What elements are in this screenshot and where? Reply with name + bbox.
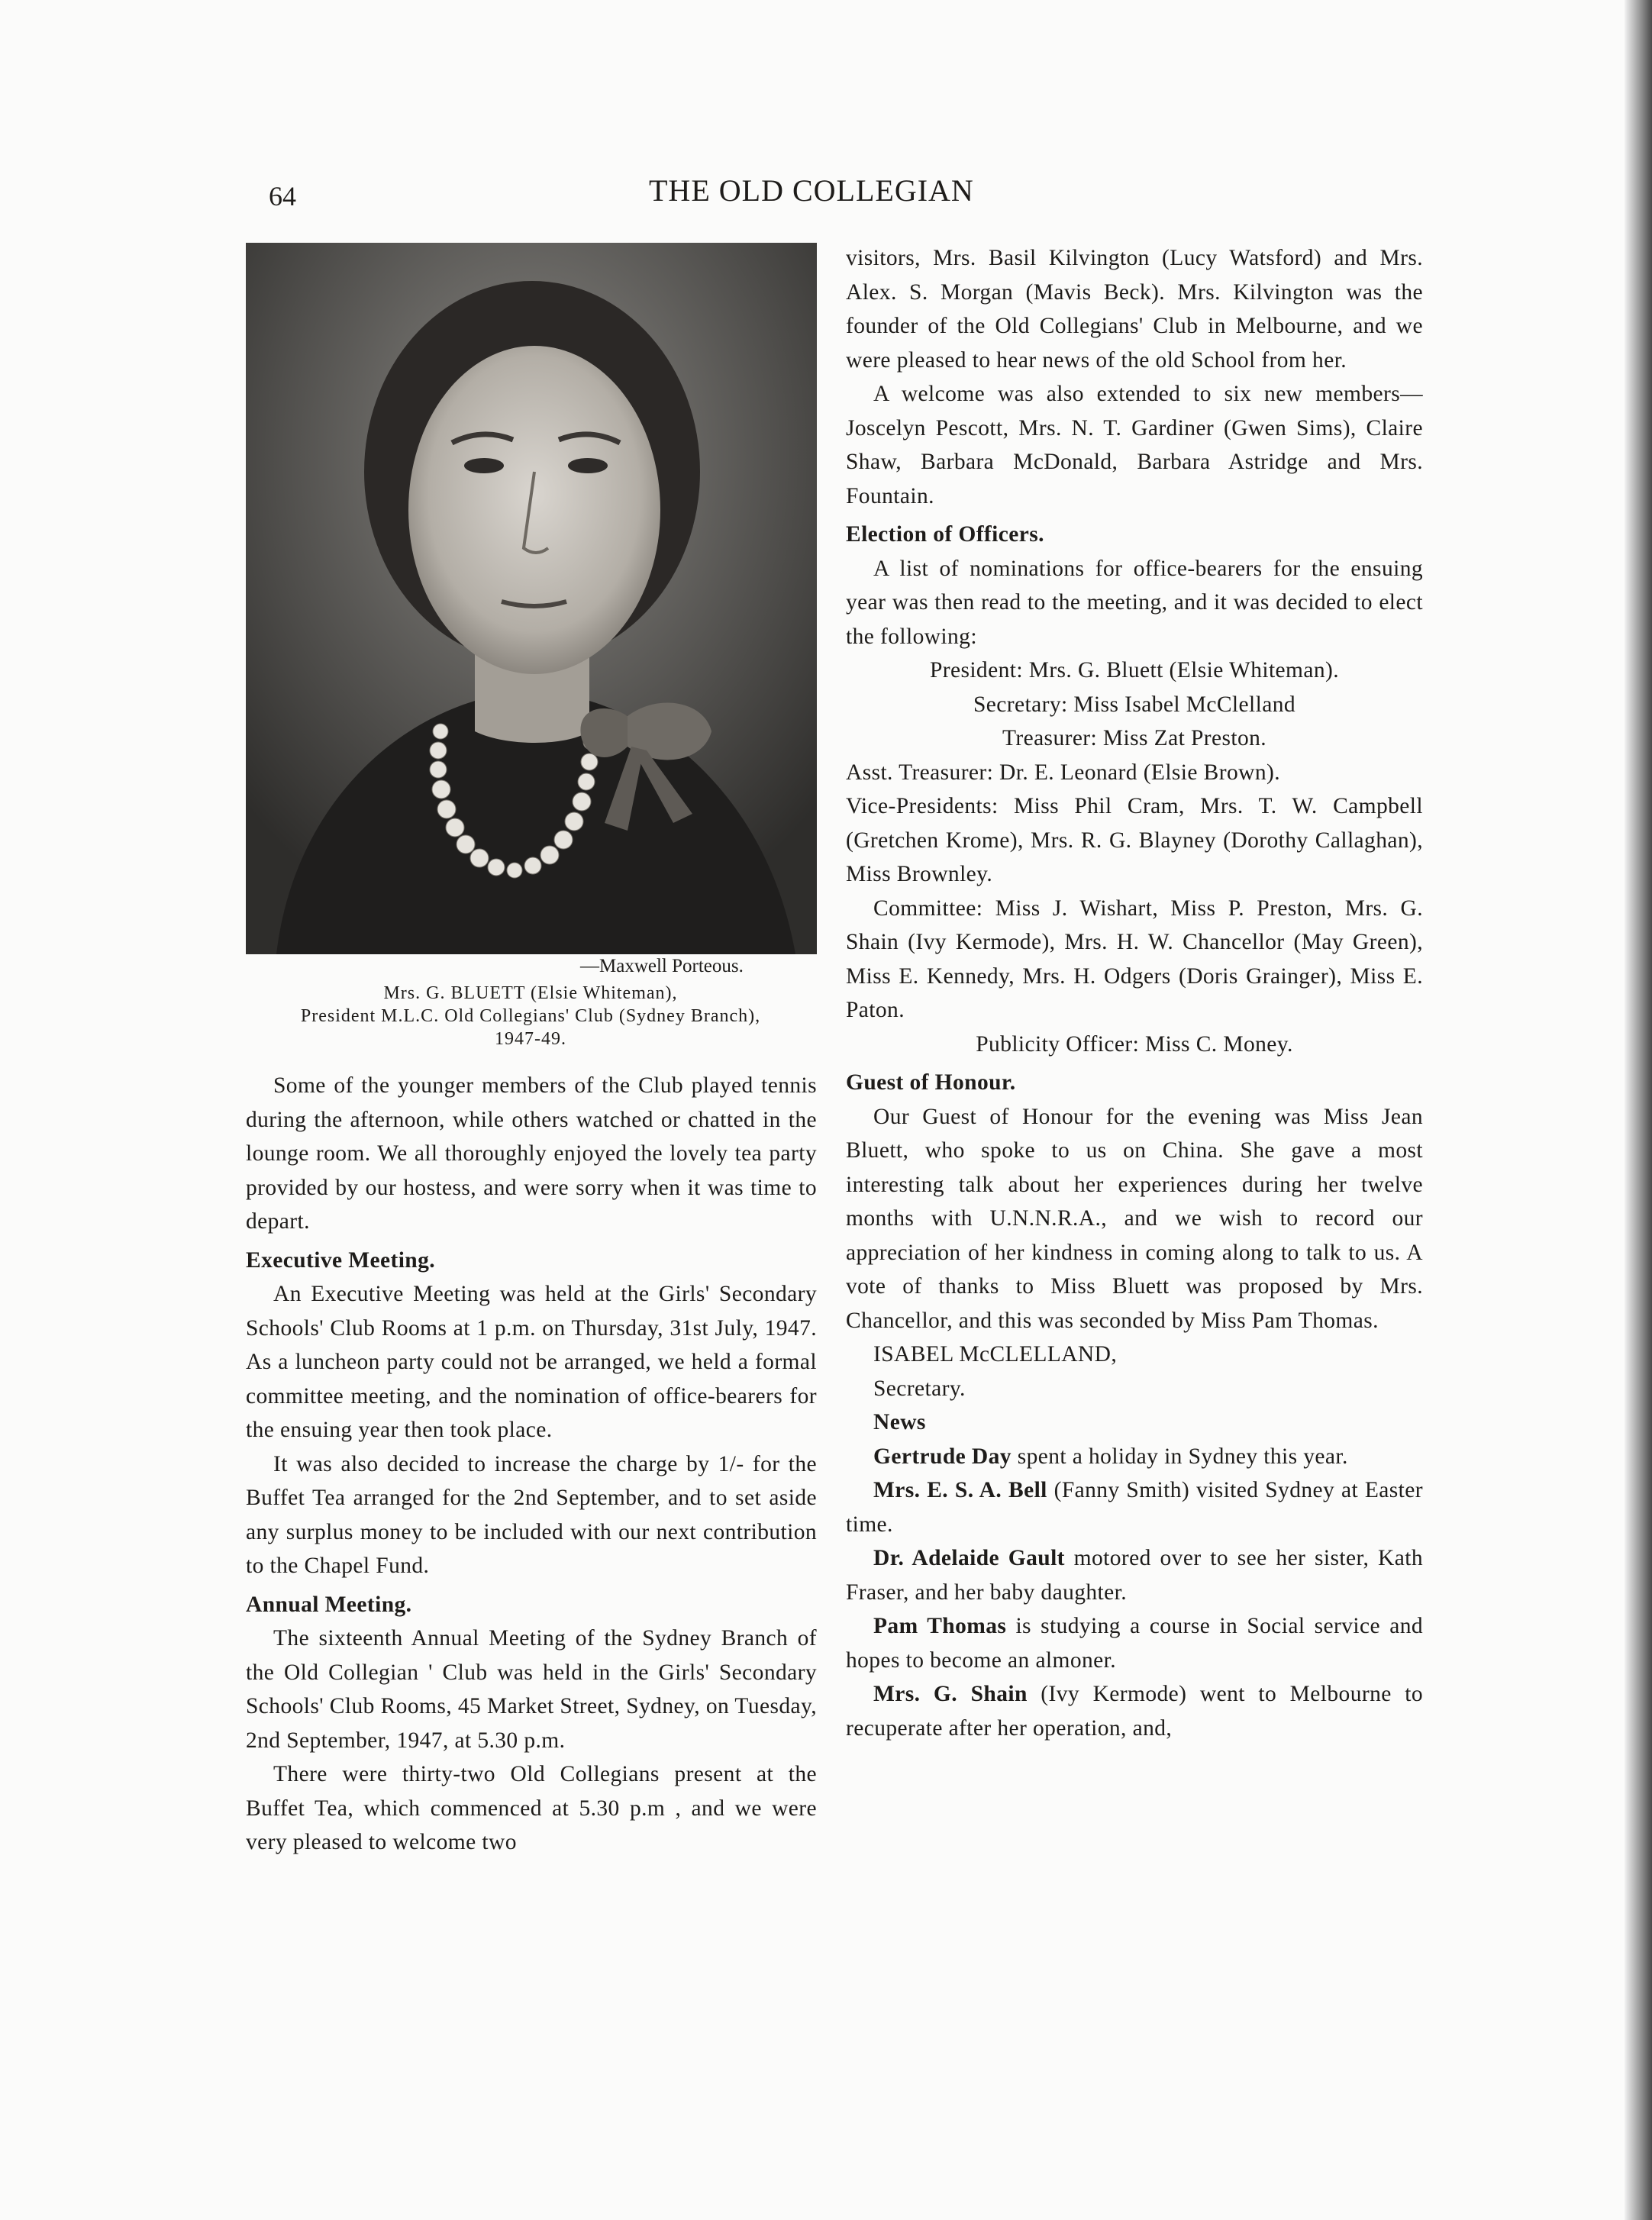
officer-asst-treasurer: Asst. Treasurer: Dr. E. Leonard (Elsie Brown). xyxy=(846,760,1280,785)
officer-vice-presidents: Vice-Presidents: Miss Phil Cram, Mrs. T. W. Campbell (Gretchen Krome), Mrs. R. G. Blayney (Dorothy Callaghan), Miss Brownley. xyxy=(846,794,1423,886)
paragraph: An Executive Meeting was held at the Girls' Secondary Schools' Club Rooms at 1 p.m. on Thursday, 31st July, 1947. As a luncheon party could not be arranged, we held a formal committee meeting, and the nomination of office-bearers for the ensuing year then took place. xyxy=(246,1282,817,1442)
paragraph: The sixteenth Annual Meeting of the Sydney Branch of the Old Collegian ' Club was held in the Girls' Secondary Schools' Club Rooms, 45 Market Street, Sydney, on Tuesday, 2nd September, 1947, at 5.30 p.m. xyxy=(246,1626,817,1753)
officer-treasurer: Treasurer: Miss Zat Preston. xyxy=(1002,726,1267,750)
right-column xyxy=(846,241,1423,1745)
section-heading-annual: Annual Meeting. xyxy=(246,1592,412,1617)
caption-line: President M.L.C. Old Collegians' Club (Sydney Branch), xyxy=(300,1006,761,1026)
paragraph: A welcome was also extended to six new members—Joscelyn Pescott, Mrs. N. T. Gardiner (Gwen Sims), Claire Shaw, Barbara McDonald, Barbara Astridge and Mrs. Fountain. xyxy=(846,382,1423,508)
section-heading-election: Election of Officers. xyxy=(846,522,1044,547)
news-item xyxy=(846,1541,1423,1609)
officer-president: President: Mrs. G. Bluett (Elsie Whiteman). xyxy=(929,658,1340,682)
paragraph: It was also decided to increase the charge by 1/- for the Buffet Tea arranged for the 2nd September, and to set aside any surplus money to be included with our next contribution to the Chapel Fund. xyxy=(246,1451,817,1578)
news-item-name: Pam Thomas xyxy=(873,1614,1007,1638)
paragraph: Our Guest of Honour for the evening was Miss Jean Bluett, who spoke to us on China. She gave a most interesting talk about her experiences during her twelve months with U.N.N.R.A., and we wish to record our appreciation of her kindness in coming along to talk to us. A vote of thanks to Miss Bluett was proposed by Mrs. Chancellor, and this was seconded by Miss Pam Thomas. xyxy=(846,1104,1423,1333)
news-item xyxy=(846,1473,1423,1541)
paragraph: visitors, Mrs. Basil Kilvington (Lucy Watsford) and Mrs. Alex. S. Morgan (Mavis Beck). Mrs. Kilvington was the founder of the Old Collegians' Club in Melbourne, and we were pleased to hear news of the old School from her. xyxy=(846,246,1423,373)
left-column xyxy=(246,1069,817,1860)
portrait-photo xyxy=(246,243,817,954)
news-item-name: Gertrude Day xyxy=(873,1444,1012,1469)
section-heading-guest: Guest of Honour. xyxy=(846,1070,1016,1095)
officer-publicity: Publicity Officer: Miss C. Money. xyxy=(976,1031,1293,1057)
news-item-text: is studying a course in Social service and hopes to become an almoner. xyxy=(846,1614,1423,1673)
news-item xyxy=(846,1440,1423,1474)
caption-line: Mrs. G. BLUETT (Elsie Whiteman), xyxy=(383,983,678,1003)
news-heading: News xyxy=(873,1410,926,1434)
photo-credit: —Maxwell Porteous. xyxy=(580,956,744,976)
news-item-name: Dr. Adelaide Gault xyxy=(873,1546,1065,1570)
news-item-text: motored over to see her sister, Kath Fraser, and her baby daughter. xyxy=(846,1546,1423,1605)
news-item-text: spent a holiday in Sydney this year. xyxy=(1011,1444,1348,1469)
paragraph: Some of the younger members of the Club played tennis during the afternoon, while others watched or chatted in the lounge room. We all thoroughly enjoyed the lovely tea party provided by our hostess, and were sorry when it was time to depart. xyxy=(246,1073,817,1234)
news-item-name: Mrs. E. S. A. Bell xyxy=(873,1478,1047,1502)
news-item xyxy=(846,1677,1423,1745)
signature-name: ISABEL McCLELLAND, xyxy=(873,1342,1118,1367)
section-heading-executive: Executive Meeting. xyxy=(246,1247,436,1273)
signature-title: Secretary. xyxy=(873,1376,966,1401)
paragraph: A list of nominations for office-bearers for the ensuing year was then read to the meeting, and it was decided to elect the following: xyxy=(846,556,1423,649)
paragraph: There were thirty-two Old Collegians present at the Buffet Tea, which commenced at 5.30 p.m , and we were very pleased to welcome two xyxy=(246,1762,817,1854)
news-item-text: (Fanny Smith) visited Sydney at Easter time. xyxy=(846,1478,1423,1537)
running-head: THE OLD COLLEGIAN xyxy=(649,173,974,208)
officer-committee: Committee: Miss J. Wishart, Miss P. Preston, Mrs. G. Shain (Ivy Kermode), Mrs. H. W. Chancellor (May Green), Miss E. Kennedy, Mrs. H. Odgers (Doris Grainger), Miss E. Paton. xyxy=(846,895,1423,1022)
scan-edge-shadow xyxy=(1625,0,1652,2220)
news-item xyxy=(846,1609,1423,1677)
portrait-illustration xyxy=(246,243,817,954)
news-list xyxy=(846,1440,1423,1746)
photo-caption xyxy=(214,982,847,1050)
page-number: 64 xyxy=(269,181,296,211)
news-item-text: (Ivy Kermode) went to Melbourne to recuperate after her operation, and, xyxy=(846,1682,1424,1741)
officer-secretary: Secretary: Miss Isabel McClelland xyxy=(973,692,1295,717)
caption-line: 1947-49. xyxy=(495,1029,566,1049)
news-item-name: Mrs. G. Shain xyxy=(873,1682,1028,1706)
